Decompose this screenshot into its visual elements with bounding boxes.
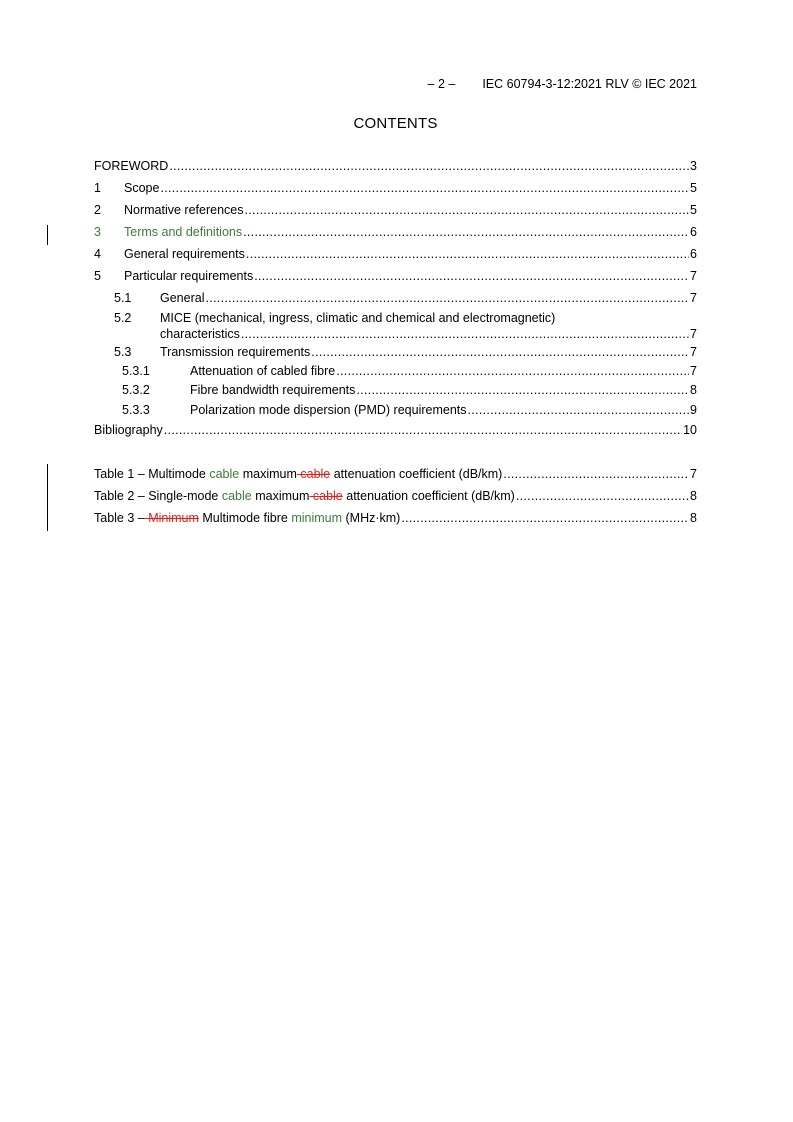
deleted-text: Minimum	[144, 511, 199, 525]
toc-label: Particular requirements	[124, 269, 254, 283]
toc-page: 8	[690, 489, 697, 503]
table-caption	[94, 510, 400, 526]
toc-entry-normative-references[interactable]	[94, 202, 697, 218]
toc-entry-general-requirements[interactable]	[94, 246, 697, 262]
toc-label: General	[160, 291, 205, 305]
toc-label: Transmission requirements	[160, 345, 311, 359]
toc-entry-5-3[interactable]	[114, 344, 697, 360]
caption-text: Multimode fibre	[198, 511, 292, 525]
document-reference: IEC 60794-3-12:2021 RLV © IEC 2021	[482, 77, 697, 91]
leader-dots	[164, 422, 682, 438]
leader-dots	[468, 402, 690, 418]
leader-dots	[246, 246, 689, 262]
caption-text: (MHz·km)	[342, 511, 401, 525]
caption-text: Table 3 –	[94, 511, 145, 525]
toc-entry-5-1[interactable]	[114, 290, 697, 306]
toc-number: 1	[94, 181, 101, 195]
toc-label-continued: characteristics	[160, 327, 240, 341]
leader-dots	[160, 180, 689, 196]
caption-text: maximum	[251, 489, 310, 503]
toc-entry-scope[interactable]	[94, 180, 697, 196]
toc-number: 4	[94, 247, 101, 261]
toc-page: 8	[690, 511, 697, 525]
leader-dots	[503, 466, 689, 482]
toc-page: 7	[690, 345, 697, 359]
caption-text: Table 2 – Single-mode	[94, 489, 222, 503]
toc-entry-bibliography[interactable]	[94, 422, 697, 438]
toc-entry-particular-requirements[interactable]	[94, 268, 697, 284]
toc-entry-5-3-2[interactable]	[122, 382, 697, 398]
deleted-text: cable	[296, 467, 331, 481]
toc-entry-foreword[interactable]	[94, 158, 697, 174]
inserted-text: cable	[209, 467, 240, 481]
leader-dots	[241, 326, 689, 342]
toc-entry-table-2[interactable]	[94, 488, 697, 504]
toc-entry-5-3-3[interactable]	[122, 402, 697, 418]
toc-page: 5	[690, 181, 697, 195]
table-caption	[94, 466, 502, 482]
toc-entry-5-2[interactable]	[114, 310, 697, 342]
caption-text: maximum	[239, 467, 297, 481]
toc-page: 6	[690, 247, 697, 261]
toc-label: Polarization mode dispersion (PMD) requirements	[190, 403, 467, 417]
toc-label: Normative references	[124, 203, 244, 217]
page-number: – 2 –	[427, 77, 456, 91]
toc-page: 7	[690, 269, 697, 283]
caption-text: attenuation coefficient (dB/km)	[330, 467, 503, 481]
toc-page: 7	[690, 327, 697, 341]
toc-number: 3	[94, 225, 101, 239]
page-title: CONTENTS	[353, 115, 438, 132]
leader-dots	[516, 488, 689, 504]
toc-label: MICE (mechanical, ingress, climatic and chemical and electromagnetic)	[160, 311, 556, 325]
toc-entry-5-3-1[interactable]	[122, 363, 697, 379]
change-bar	[47, 464, 48, 531]
toc-number: 2	[94, 203, 101, 217]
toc-entry-table-1[interactable]	[94, 466, 697, 482]
leader-dots	[401, 510, 689, 526]
toc-page: 6	[690, 225, 697, 239]
toc-page: 7	[690, 364, 697, 378]
leader-dots	[254, 268, 689, 284]
toc-entry-table-3[interactable]	[94, 510, 697, 526]
toc-page: 8	[690, 383, 697, 397]
toc-page: 7	[690, 467, 697, 481]
toc-number: 5.1	[114, 291, 132, 305]
toc-label: Scope	[124, 181, 160, 195]
toc-label: General requirements	[124, 247, 245, 261]
toc-label: FOREWORD	[94, 159, 169, 173]
toc-page: 3	[690, 159, 697, 173]
inserted-text: minimum	[291, 511, 343, 525]
toc-label: Terms and definitions	[124, 225, 243, 239]
table-caption	[94, 488, 515, 504]
inserted-text: cable	[221, 489, 252, 503]
leader-dots	[243, 224, 689, 240]
toc-number: 5.3.1	[122, 364, 150, 378]
toc-page: 9	[690, 403, 697, 417]
toc-entry-terms-and-definitions[interactable]	[94, 224, 697, 240]
toc-number: 5.3.2	[122, 383, 150, 397]
toc-page: 5	[690, 203, 697, 217]
toc-label: Fibre bandwidth requirements	[190, 383, 356, 397]
caption-text: attenuation coefficient (dB/km)	[342, 489, 515, 503]
change-bar	[47, 225, 48, 245]
toc-label: Attenuation of cabled fibre	[190, 364, 336, 378]
page-header	[94, 76, 697, 92]
leader-dots	[356, 382, 689, 398]
toc-number: 5.3.3	[122, 403, 150, 417]
toc-number: 5	[94, 269, 101, 283]
toc-page: 7	[690, 291, 697, 305]
caption-text: Table 1 – Multimode	[94, 467, 210, 481]
leader-dots	[311, 344, 689, 360]
toc-page: 10	[683, 423, 697, 437]
leader-dots	[205, 290, 689, 306]
leader-dots	[245, 202, 690, 218]
toc-number: 5.2	[114, 311, 132, 325]
toc-label: Bibliography	[94, 423, 163, 437]
leader-dots	[336, 363, 689, 379]
toc-number: 5.3	[114, 345, 132, 359]
deleted-text: cable	[309, 489, 343, 503]
leader-dots	[169, 158, 689, 174]
